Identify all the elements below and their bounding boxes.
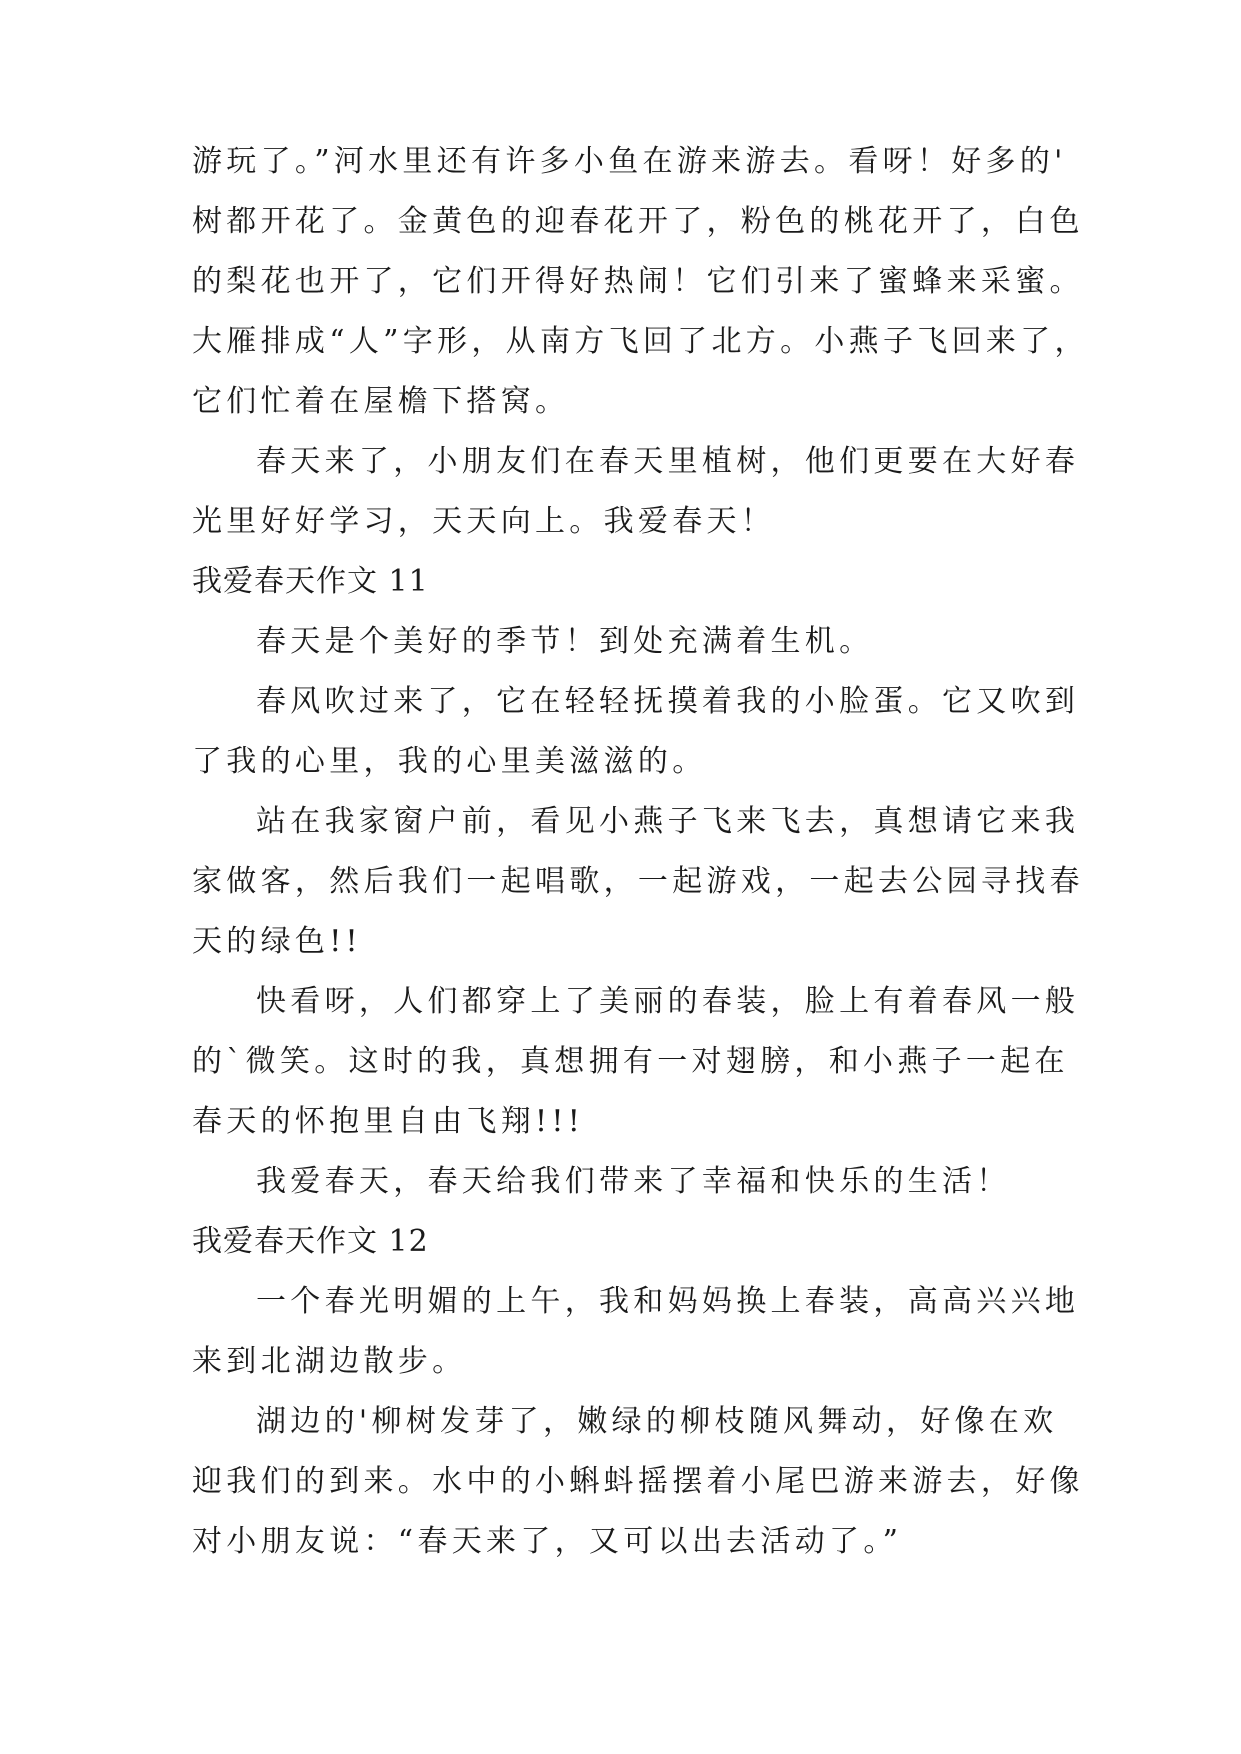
essay-heading: 我爱春天作文 11: [192, 564, 429, 599]
paragraph-start-line: 春天是个美好的季节！到处充满着生机。: [256, 624, 874, 659]
paragraph-start-line: 春风吹过来了，它在轻轻抚摸着我的小脸蛋。它又吹到: [256, 684, 1080, 719]
text-line: 来到北湖边散步。: [192, 1344, 467, 1379]
text-line: 对小朋友说：“春天来了，又可以出去活动了。”: [192, 1524, 903, 1559]
paragraph-start-line: 我爱春天，春天给我们带来了幸福和快乐的生活！: [256, 1164, 1011, 1199]
essay-heading: 我爱春天作文 12: [192, 1224, 429, 1259]
text-line: 家做客，然后我们一起唱歌，一起游戏，一起去公园寻找春: [192, 864, 1084, 899]
text-line: 的`微笑。这时的我，真想拥有一对翅膀，和小燕子一起在: [192, 1044, 1069, 1079]
text-line: 它们忙着在屋檐下搭窝。: [192, 384, 570, 419]
paragraph-start-line: 快看呀，人们都穿上了美丽的春装，脸上有着春风一般: [256, 984, 1080, 1019]
paragraph-start-line: 一个春光明媚的上午，我和妈妈换上春装，高高兴兴地: [256, 1284, 1080, 1319]
text-line: 树都开花了。金黄色的迎春花开了，粉色的桃花开了，白色: [192, 204, 1084, 239]
document-page: [192, 132, 1089, 1572]
text-line: 大雁排成“人”字形，从南方飞回了北方。小燕子飞回来了，: [192, 324, 1089, 359]
paragraph-start-line: 站在我家窗户前，看见小燕子飞来飞去，真想请它来我: [256, 804, 1080, 839]
text-line: 光里好好学习，天天向上。我爱春天！: [192, 504, 776, 539]
text-line: 春天的怀抱里自由飞翔!!!: [192, 1104, 585, 1139]
text-line: 天的绿色!!: [192, 924, 362, 959]
text-line: 了我的心里，我的心里美滋滋的。: [192, 744, 707, 779]
text-line: 迎我们的到来。水中的小蝌蚪摇摆着小尾巴游来游去，好像: [192, 1464, 1084, 1499]
text-line: 游玩了。”河水里还有许多小鱼在游来游去。看呀！好多的': [192, 144, 1067, 179]
paragraph-start-line: 春天来了，小朋友们在春天里植树，他们更要在大好春: [256, 444, 1080, 479]
text-line: 的梨花也开了，它们开得好热闹！它们引来了蜜蜂来采蜜。: [192, 264, 1084, 299]
paragraph-start-line: 湖边的'柳树发芽了，嫩绿的柳枝随风舞动，好像在欢: [256, 1404, 1058, 1439]
